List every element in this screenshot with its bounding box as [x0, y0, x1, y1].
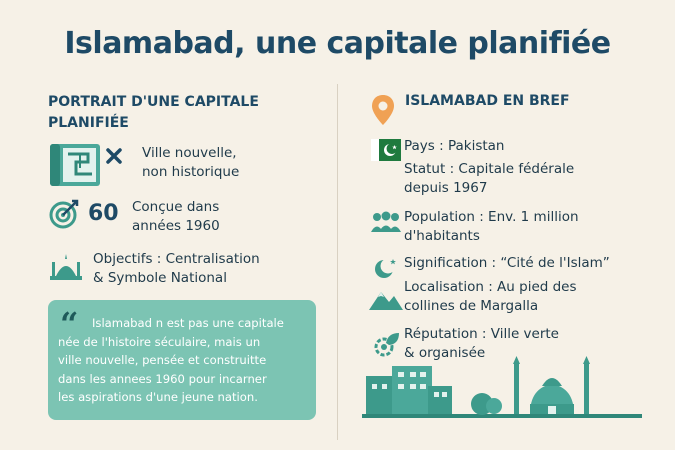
right-item-location	[368, 278, 577, 316]
left-item-designed	[48, 198, 220, 236]
right-item-status	[368, 160, 574, 198]
left-item-new-city	[48, 140, 239, 192]
location-pin-icon	[370, 93, 396, 127]
pakistan-flag-icon	[371, 139, 401, 161]
people-icon	[370, 210, 402, 234]
left-item-line: non historique	[142, 164, 240, 180]
left-item-line: Conçue dans	[132, 199, 220, 215]
right-item-line: Localisation : Au pied des	[404, 279, 577, 295]
left-section-heading: PORTRAIT D'UNE CAPITALE PLANIFIÉE	[48, 94, 259, 131]
right-item-line: Réputation : Ville verte	[404, 326, 559, 342]
right-item-line: & organisée	[404, 345, 486, 361]
quote-line: les aspirations d'une jeune nation.	[58, 390, 258, 404]
leaf-gear-icon	[372, 331, 400, 359]
quote-line: dans les annees 1960 pour incarner	[58, 371, 267, 386]
right-item-meaning	[368, 254, 610, 280]
quote-line: Islamabad n est pas une capitale	[92, 316, 284, 330]
column-divider	[337, 84, 338, 440]
crescent-icon	[373, 256, 399, 280]
right-item-line: Signification : “Cité de l'Islam”	[404, 255, 610, 271]
left-item-line: années 1960	[132, 218, 220, 234]
page-title: Islamabad, une capitale planifiée	[64, 26, 611, 61]
city-map-icon	[48, 140, 128, 192]
left-item-objectives	[48, 250, 260, 288]
sixty-icon: 60	[88, 201, 119, 226]
right-item-line: Statut : Capitale fédérale	[404, 161, 575, 177]
right-item-line: depuis 1967	[404, 180, 488, 196]
monument-icon	[48, 250, 84, 282]
mountain-icon	[369, 288, 403, 310]
quote-line: ville nouvelle, pensée et construitte	[58, 353, 267, 367]
right-section-heading: ISLAMABAD EN BREF	[405, 93, 570, 109]
skyline-illustration	[362, 356, 642, 418]
target-icon	[48, 198, 80, 230]
right-item-line: collines de Margalla	[404, 298, 539, 314]
right-item-population	[368, 208, 579, 246]
quote-mark-icon: “	[60, 305, 79, 343]
left-item-line: Objectifs : Centralisation	[93, 251, 260, 267]
left-item-line: & Symbole National	[93, 270, 227, 286]
right-item-line: d'habitants	[404, 228, 480, 244]
quote-line: née de l'histoire séculaire, mais un	[58, 334, 261, 349]
quote-box	[48, 300, 316, 420]
left-item-line: Ville nouvelle,	[142, 145, 237, 161]
right-item-line: Population : Env. 1 million	[404, 209, 579, 225]
right-item-line: Pays : Pakistan	[404, 138, 505, 154]
right-item-country	[368, 137, 505, 161]
